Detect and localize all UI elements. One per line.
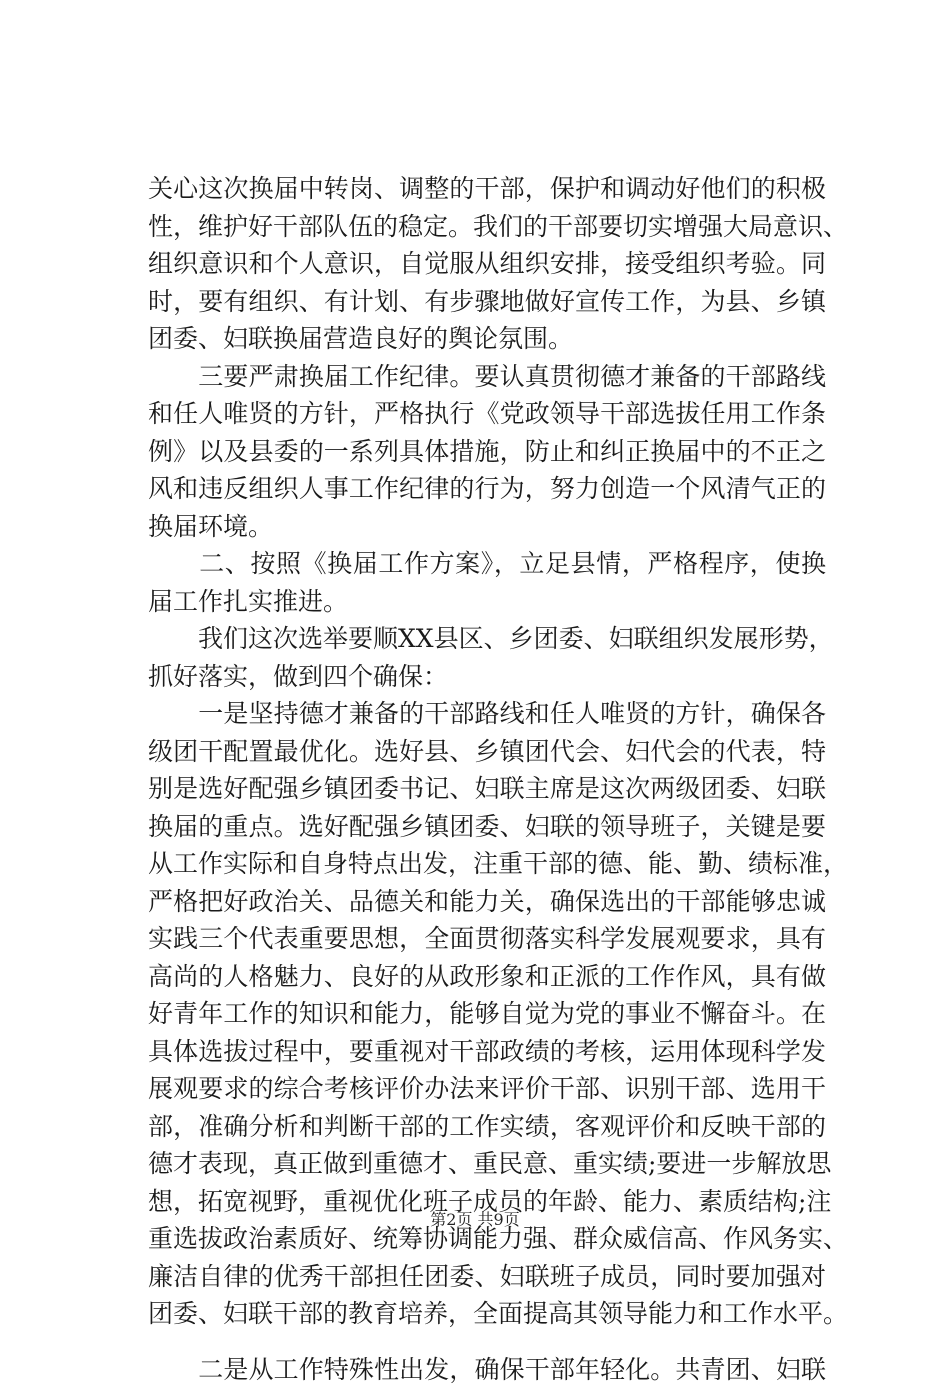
text-line: 从工作实际和自身特点出发，注重干部的德、能、勤、绩标准， (148, 845, 826, 883)
text-line: 高尚的人格魅力、良好的从政形象和正派的工作作风，具有做 (148, 958, 826, 996)
text-line: 部，准确分析和判断干部的工作实绩，客观评价和反映干部的 (148, 1108, 826, 1146)
paragraph (148, 358, 826, 546)
text-line: 我们这次选举要顺XX县区、乡团委、妇联组织发展形势， (148, 620, 826, 658)
text-line: 例》以及县委的一系列具体措施，防止和纠正换届中的不正之 (148, 433, 826, 471)
text-line: 性，维护好干部队伍的稳定。我们的干部要切实增强大局意识、 (148, 208, 826, 246)
text-line: 具体选拔过程中，要重视对干部政绩的考核，运用体现科学发 (148, 1033, 826, 1071)
text-line: 二是从工作特殊性出发，确保干部年轻化。共青团、妇联 (148, 1351, 826, 1388)
text-line: 二、按照《换届工作方案》，立足县情，严格程序，使换 (148, 545, 826, 583)
text-line: 严格把好政治关、品德关和能力关，确保选出的干部能够忠诚 (148, 883, 826, 921)
text-line: 换届的重点。选好配强乡镇团委、妇联的领导班子，关键是要 (148, 808, 826, 846)
paragraph (148, 1351, 826, 1388)
page-footer: 第2页 共9页 (0, 1208, 950, 1232)
paragraph-gap (148, 1333, 826, 1351)
text-line: 重选拔政治素质好、统筹协调能力强、群众威信高、作风务实、 (148, 1220, 826, 1258)
paragraph (148, 695, 826, 1333)
text-line: 和任人唯贤的方针，严格执行《党政领导干部选拔任用工作条 (148, 395, 826, 433)
paragraph (148, 620, 826, 695)
text-line: 实践三个代表重要思想，全面贯彻落实科学发展观要求，具有 (148, 920, 826, 958)
text-line: 关心这次换届中转岗、调整的干部，保护和调动好他们的积极 (148, 170, 826, 208)
text-line: 一是坚持德才兼备的干部路线和任人唯贤的方针，确保各 (148, 695, 826, 733)
document-body (148, 170, 826, 1388)
text-line: 届工作扎实推进。 (148, 583, 826, 621)
text-line: 展观要求的综合考核评价办法来评价干部、识别干部、选用干 (148, 1070, 826, 1108)
text-line: 时，要有组织、有计划、有步骤地做好宣传工作，为县、乡镇 (148, 283, 826, 321)
text-line: 廉洁自律的优秀干部担任团委、妇联班子成员，同时要加强对 (148, 1258, 826, 1296)
text-line: 组织意识和个人意识，自觉服从组织安排，接受组织考验。同 (148, 245, 826, 283)
text-line: 级团干配置最优化。选好县、乡镇团代会、妇代会的代表，特 (148, 733, 826, 771)
text-line: 想，拓宽视野，重视优化班子成员的年龄、能力、素质结构;注 (148, 1183, 826, 1221)
text-line: 好青年工作的知识和能力，能够自觉为党的事业不懈奋斗。在 (148, 995, 826, 1033)
text-line: 团委、妇联干部的教育培养，全面提高其领导能力和工作水平。 (148, 1295, 826, 1333)
text-line: 抓好落实，做到四个确保： (148, 658, 826, 696)
text-line: 三要严肃换届工作纪律。要认真贯彻德才兼备的干部路线 (148, 358, 826, 396)
text-line: 风和违反组织人事工作纪律的行为，努力创造一个风清气正的 (148, 470, 826, 508)
text-line: 别是选好配强乡镇团委书记、妇联主席是这次两级团委、妇联 (148, 770, 826, 808)
text-line: 团委、妇联换届营造良好的舆论氛围。 (148, 320, 826, 358)
section-heading (148, 545, 826, 620)
text-line: 换届环境。 (148, 508, 826, 546)
text-line: 德才表现，真正做到重德才、重民意、重实绩;要进一步解放思 (148, 1145, 826, 1183)
paragraph (148, 170, 826, 358)
